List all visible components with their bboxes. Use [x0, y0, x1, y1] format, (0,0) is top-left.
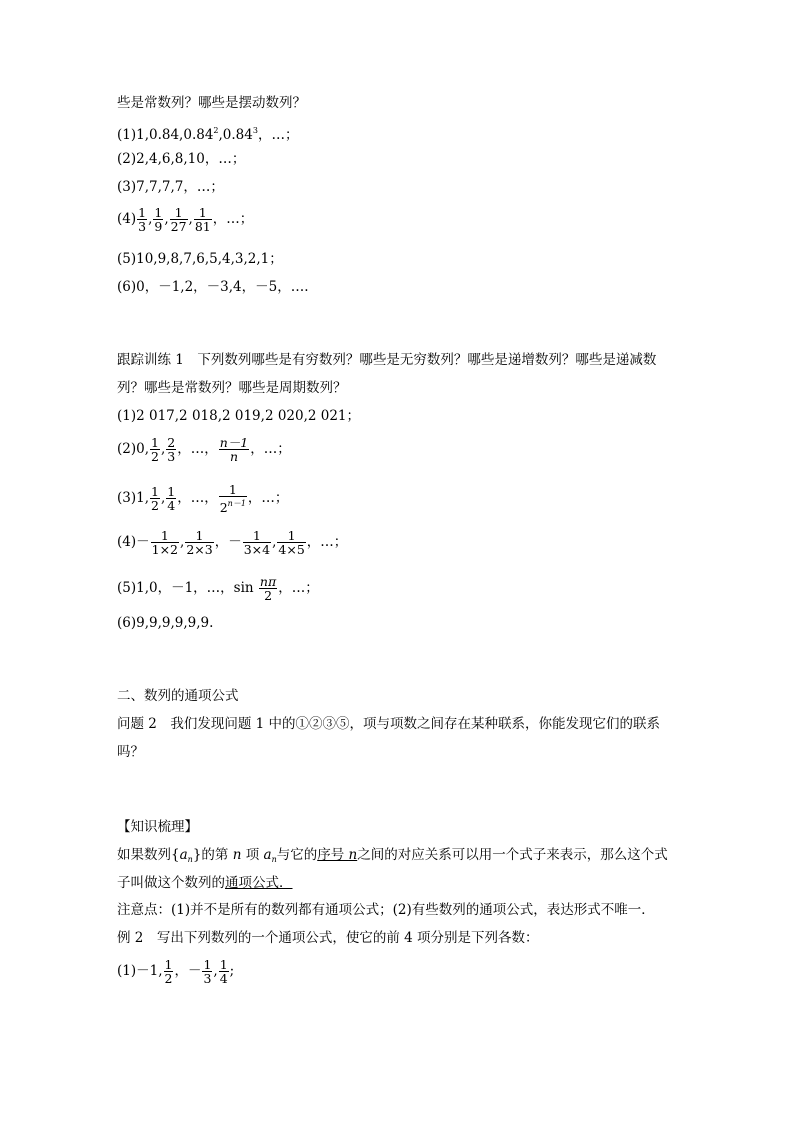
sequence-item-3: (3)7,7,7,7，…；	[117, 179, 224, 195]
knowledge-tag: 【知识梳理】	[117, 819, 198, 835]
fraction: $\frac{1}{2}$	[151, 484, 159, 513]
sequence-item-1: (1)1,0.84,0.84$^2$,0.84$^3$，…；	[117, 126, 299, 143]
fraction: $\frac{1}{4\times 5}$	[278, 528, 305, 557]
exercise-item-4: (4)－ $\frac{1}{1\times 2}$ , $\frac{1}{2\times 3}$ ，－ $\frac{1}{3\times 4}$ , $\frac{1}{4\times 5}$ ，…；	[117, 528, 348, 557]
exercise-item-6: (6)9,9,9,9,9,9.	[117, 615, 214, 631]
sequence-item-5: (5)10,9,8,7,6,5,4,3,2,1；	[117, 251, 283, 267]
fraction: $\frac{1}{2}$	[151, 435, 159, 464]
problem-2-line-1: 问题 2 我们发现问题 1 中的①②③⑤，项与项数之间存在某种联系，你能发现它们的联系	[117, 716, 661, 732]
definition-line-1: 如果数列$\{a_n\}$的第 n 项 $a_n$与它的序号 n之间的对应关系可以用一个式子来表示，那么这个式	[117, 847, 668, 864]
fraction: $\frac{1}{81}$	[194, 205, 211, 234]
fraction: $\frac{1}{3}$	[138, 205, 147, 234]
fraction: $\frac{1}{4}$	[167, 484, 176, 513]
question-intro-line: 些是常数列？哪些是摆动数列？	[117, 95, 306, 111]
exercise-item-3: (3)1, $\frac{1}{2}$ , $\frac{1}{4}$ ，…， $\frac{1}{2^{n-1}}$ ，…；	[117, 482, 289, 515]
example-2-item-1: (1)－1, $\frac{1}{2}$ ，－ $\frac{1}{3}$ , $\frac{1}{4}$ ;	[117, 957, 235, 986]
sine-argument-fraction: $\frac{n\pi}{2}$	[259, 574, 277, 603]
section-title: 二、数列的通项公式	[117, 688, 239, 704]
fraction: $\frac{1}{3\times 4}$	[243, 528, 271, 557]
exercise-item-2: (2)0, $\frac{1}{2}$ , $\frac{2}{3}$ ，…， $\frac{n-1}{n}$ ，…；	[117, 435, 291, 464]
fraction: $\frac{1}{9}$	[154, 205, 163, 234]
exercise-line-2: 列？哪些是常数列？哪些是周期数列？	[117, 380, 347, 396]
exercise-item-5: (5)1,0，－1，…，sin $\frac{n\pi}{2}$ ，…；	[117, 574, 319, 603]
fraction: $\frac{1}{1\times 2}$	[151, 528, 179, 557]
definition-line-2: 子叫做这个数列的通项公式．	[117, 875, 293, 891]
fraction: $\frac{1}{2}$	[164, 957, 173, 986]
general-term-fraction: $\frac{n-1}{n}$	[219, 435, 249, 464]
fraction: $\frac{1}{2\times 3}$	[186, 528, 213, 557]
exercise-item-1: (1)2 017,2 018,2 019,2 020,2 021；	[117, 408, 361, 424]
exercise-line-1: 跟踪训练 1 下列数列哪些是有穷数列？哪些是无穷数列？哪些是递增数列？哪些是递减数	[117, 352, 657, 368]
underlined-term: 通项公式．	[225, 875, 293, 891]
fraction: $\frac{1}{27}$	[170, 205, 187, 234]
underlined-term: 序号 n	[317, 847, 358, 863]
fraction: $\frac{2}{3}$	[167, 435, 176, 464]
sequence-item-6: (6)0，－1,2，－3,4，－5，….	[117, 279, 309, 295]
example-2-title: 例 2 写出下列数列的一个通项公式，使它的前 4 项分别是下列各数：	[117, 930, 539, 946]
fraction: $\frac{1}{4}$	[219, 957, 228, 986]
sequence-item-2: (2)2,4,6,8,10，…；	[117, 151, 246, 167]
fraction: $\frac{1}{3}$	[203, 957, 212, 986]
sequence-item-4: (4) $\frac{1}{3}$ , $\frac{1}{9}$ , $\frac{1}{27}$ , $\frac{1}{81}$ ，…；	[117, 205, 254, 234]
note-line: 注意点：(1)并不是所有的数列都有通项公式；(2)有些数列的通项公式，表达形式不唯一．	[117, 902, 655, 918]
problem-2-line-2: 吗？	[117, 744, 144, 760]
general-term-fraction: $\frac{1}{2^{n-1}}$	[219, 482, 246, 515]
